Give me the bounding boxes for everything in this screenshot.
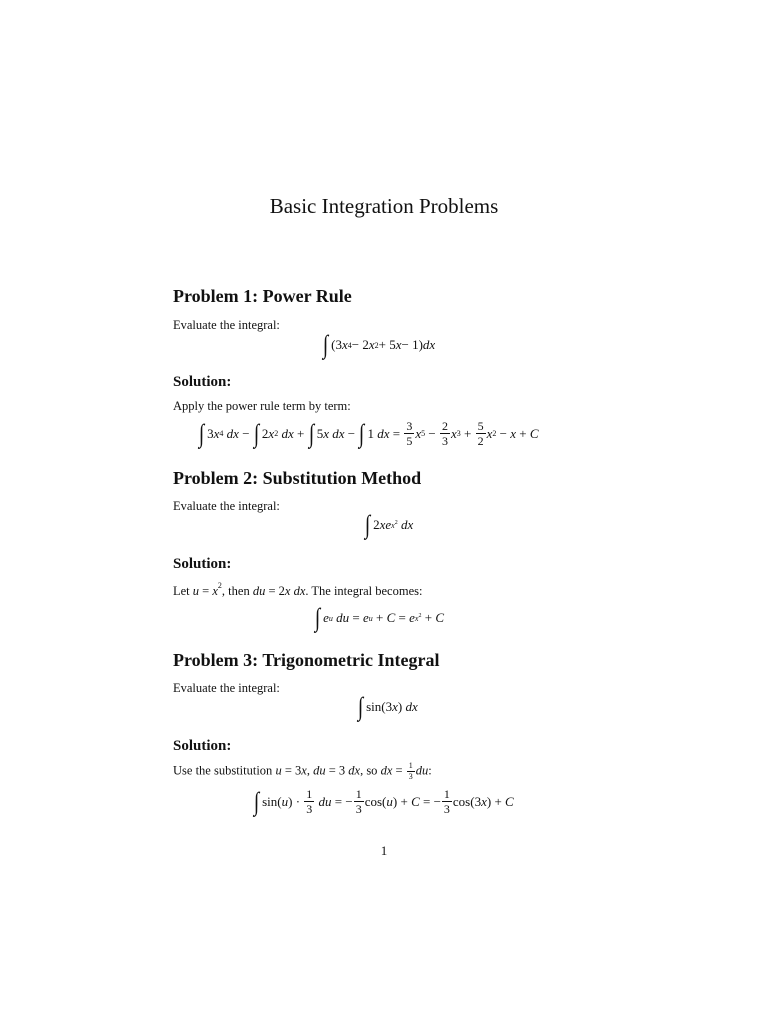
problem-2-solution-heading: Solution: xyxy=(173,556,232,572)
problem-1-integral: ∫ (3 x 4 − 2 x 2 + 5 x − 1) dx xyxy=(322,330,436,359)
page-number: 1 xyxy=(380,843,388,858)
problem-1-heading: Problem 1: Power Rule xyxy=(173,286,352,306)
problem-2-integral: ∫ 2 xe $x^2$ dx xyxy=(364,510,414,539)
page-title: Basic Integration Problems xyxy=(269,194,499,218)
problem-2-prompt: Evaluate the integral: xyxy=(173,499,280,513)
problem-1-solution-text: Apply the power rule term by term: xyxy=(173,399,351,413)
problem-2-solution-text: Let $u = x^2$, then du = 2x dx. The integral becomes: xyxy=(173,581,423,598)
problem-1-prompt: Evaluate the integral: xyxy=(173,318,280,332)
problem-3-integral: ∫ sin(3 x ) dx xyxy=(357,692,418,721)
problem-1-solution-equation: ∫ 3 x 4 dx − ∫ 2 x 2 dx + ∫ 5 x dx − ∫ 1 dx = $\frac{3}{5}$ x 5 − $\frac{2}{3}$ x 3 + $\frac{5}{2}$ x 2 − x + C xyxy=(198,418,539,448)
problem-3-heading: Problem 3: Trigonometric Integral xyxy=(173,650,440,670)
problem-3-prompt: Evaluate the integral: xyxy=(173,681,280,695)
problem-3-solution-text: Use the substitution u = 3x, du = 3 dx, so dx = $\frac{1}{3}$ du: xyxy=(173,761,432,781)
problem-2-solution-equation: ∫ e u du = e u + C = e $x^2$ + C xyxy=(314,603,444,632)
problem-3-solution-heading: Solution: xyxy=(173,738,232,754)
problem-2-heading: Problem 2: Substitution Method xyxy=(173,468,422,488)
problem-1-solution-heading: Solution: xyxy=(173,374,232,390)
problem-3-solution-equation: ∫ sin( u ) · $\frac{1}{3}$ du = − $\frac{1}{3}$ cos( u ) + C = − $\frac{1}{3}$ cos(3 x ) + C xyxy=(253,786,514,816)
